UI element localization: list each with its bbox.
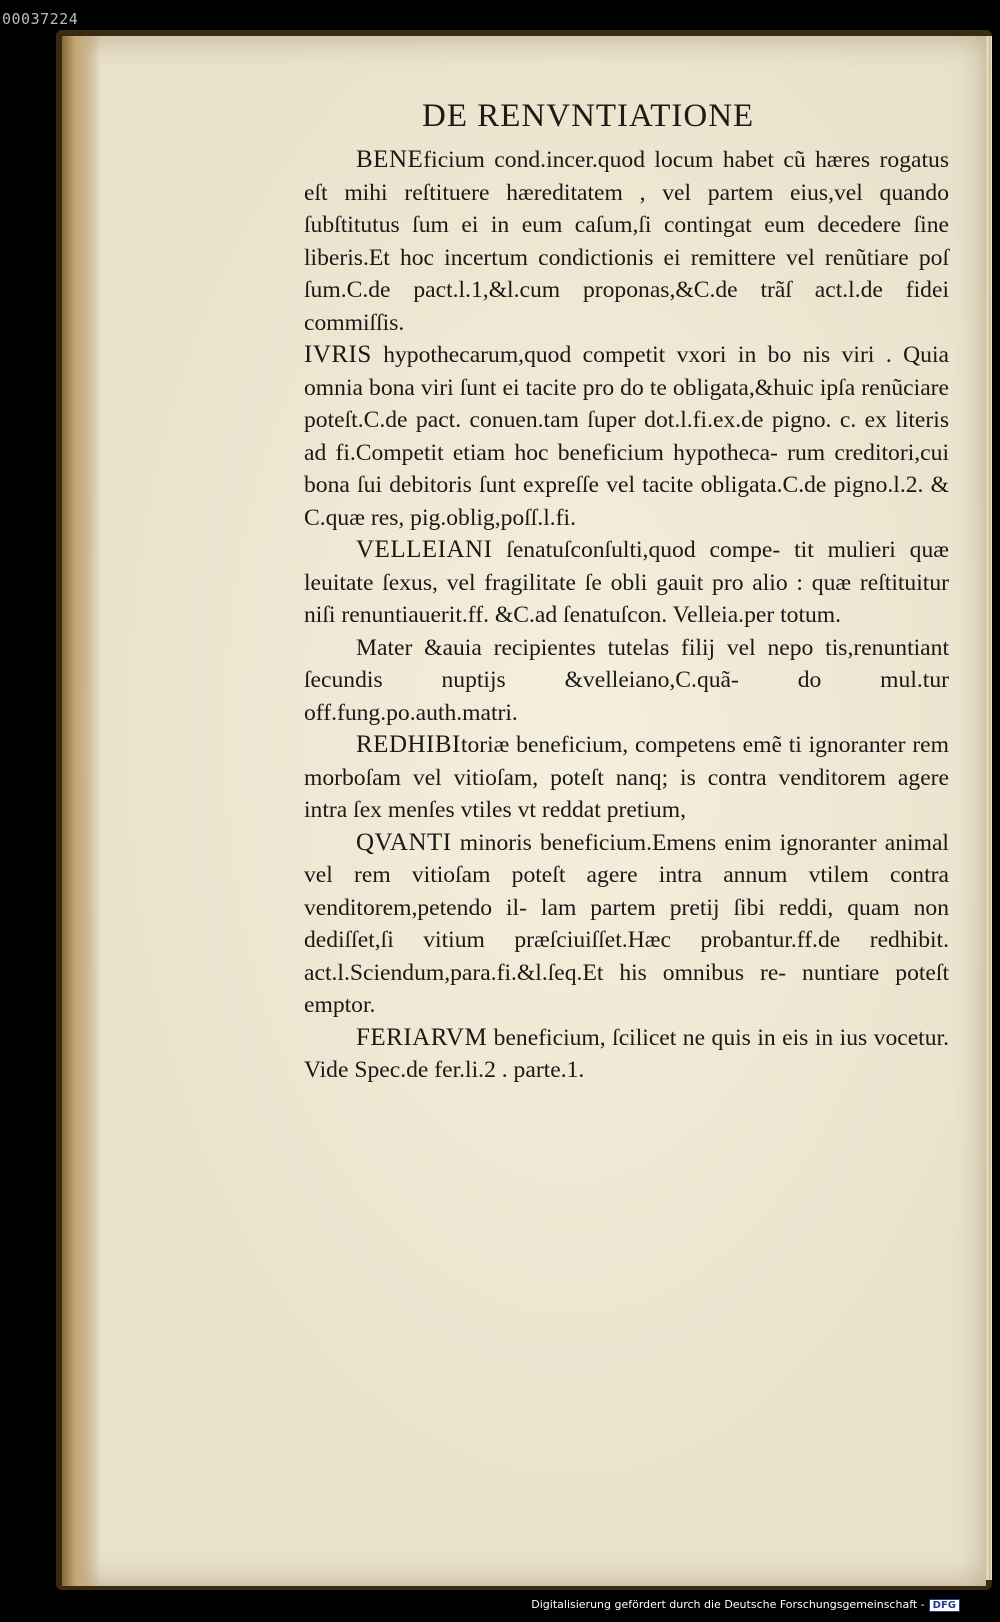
book-page: [62, 36, 986, 1586]
paragraph-text: ſenatuſconſulti,quod compe- tit mulieri quæ leuitate ſexus, vel fragilitate ſe obli gauit pro alio : quæ reſtituitur niſi renuntiauerit.ff. &C.ad ſenatuſcon. Velleia.per totum.: [304, 537, 949, 628]
paragraph-lead: REDHIBI: [356, 731, 461, 758]
dfg-logo-icon: DFG: [929, 1599, 960, 1612]
paragraph-mater: [304, 632, 949, 730]
paragraph-text: hypothecarum,quod competit vxori in bo nis viri . Quia omnia bona viri ſunt ei tacite pro do te obligata,&huic ipſa renũciare poteſt.C.de pact. conuen.tam ſuper dot.l.fi.ex.de pigno. c. ex literis ad fi.Competit etiam hoc beneficium hypotheca- rum creditori,cui bona ſui debitoris ſunt expreſſe vel tacite obligata.C.de pigno.l.2. & C.quæ res, pig.oblig,poſſ.l.fi.: [304, 342, 949, 531]
text-block: [304, 144, 949, 1087]
paragraph-lead: FERIARVM: [356, 1023, 488, 1051]
paragraph-feriarum: [304, 1022, 949, 1087]
paragraph-text: ficium cond.incer.quod locum habet cũ hæres rogatus eſt mihi reſtituere hæreditatem , vel partem eius,vel quando ſubſtitutus ſum ei in eum caſum,ſi contingat eum decedere ſine liberis.Et hoc incertum condictionis ei remittere vel renũtiare poſ ſum.C.de pact.l.1,&l.cum proponas,&C.de trãſ act.l.de fidei commiſſis.: [304, 147, 949, 336]
paragraph-text: minoris beneficium.Emens enim ignoranter animal vel rem vitioſam poteſt agere intra annum vtilem contra venditorem,petendo il- lam partem pretij ſibi reddi, quam non dediſſet,ſi vitium præſciuiſſet.Hæc probantur.ff.de redhibit. act.l.Sciendum,para.fi.&l.ſeq.Et his omnibus re- nuntiare poteſt emptor.: [304, 829, 949, 1018]
paragraph-beneficium: [304, 144, 949, 339]
paragraph-iuris: [304, 339, 949, 534]
paragraph-velleiani: [304, 534, 949, 632]
paragraph-lead: BENE: [356, 146, 424, 173]
book-binding: [62, 36, 100, 1586]
paragraph-text: beneficium, ſcilicet ne quis in eis in ius vocetur. Vide Spec.de fer.li.2 . parte.1.: [304, 1024, 949, 1083]
scan-id-label: 00037224: [2, 10, 79, 28]
paragraph-text: toriæ beneficium, competens emẽ ti ignoranter rem morboſam vel vitioſam, poteſt nanq; is contra venditorem agere intra ſex menſes vtiles vt reddat pretium,: [304, 732, 949, 823]
paragraph-lead: IVRIS: [304, 341, 372, 368]
funding-text: Digitalisierung gefördert durch die Deutsche Forschungsgemeinschaft -: [531, 1598, 925, 1611]
paragraph-lead: QVANTI: [356, 828, 452, 856]
paragraph-text: Mater &auia recipientes tutelas filij vel nepo tis,renuntiant ſecundis nuptijs &velleiano,C.quã- do mul.tur off.fung.po.auth.matri.: [304, 634, 949, 726]
paragraph-redhibitoriae: [304, 729, 949, 827]
running-head: DE RENVNTIATIONE: [422, 98, 755, 134]
paragraph-quanti: [304, 827, 949, 1022]
paragraph-lead: VELLEIANI: [356, 536, 493, 563]
funding-footer: [531, 1598, 960, 1612]
